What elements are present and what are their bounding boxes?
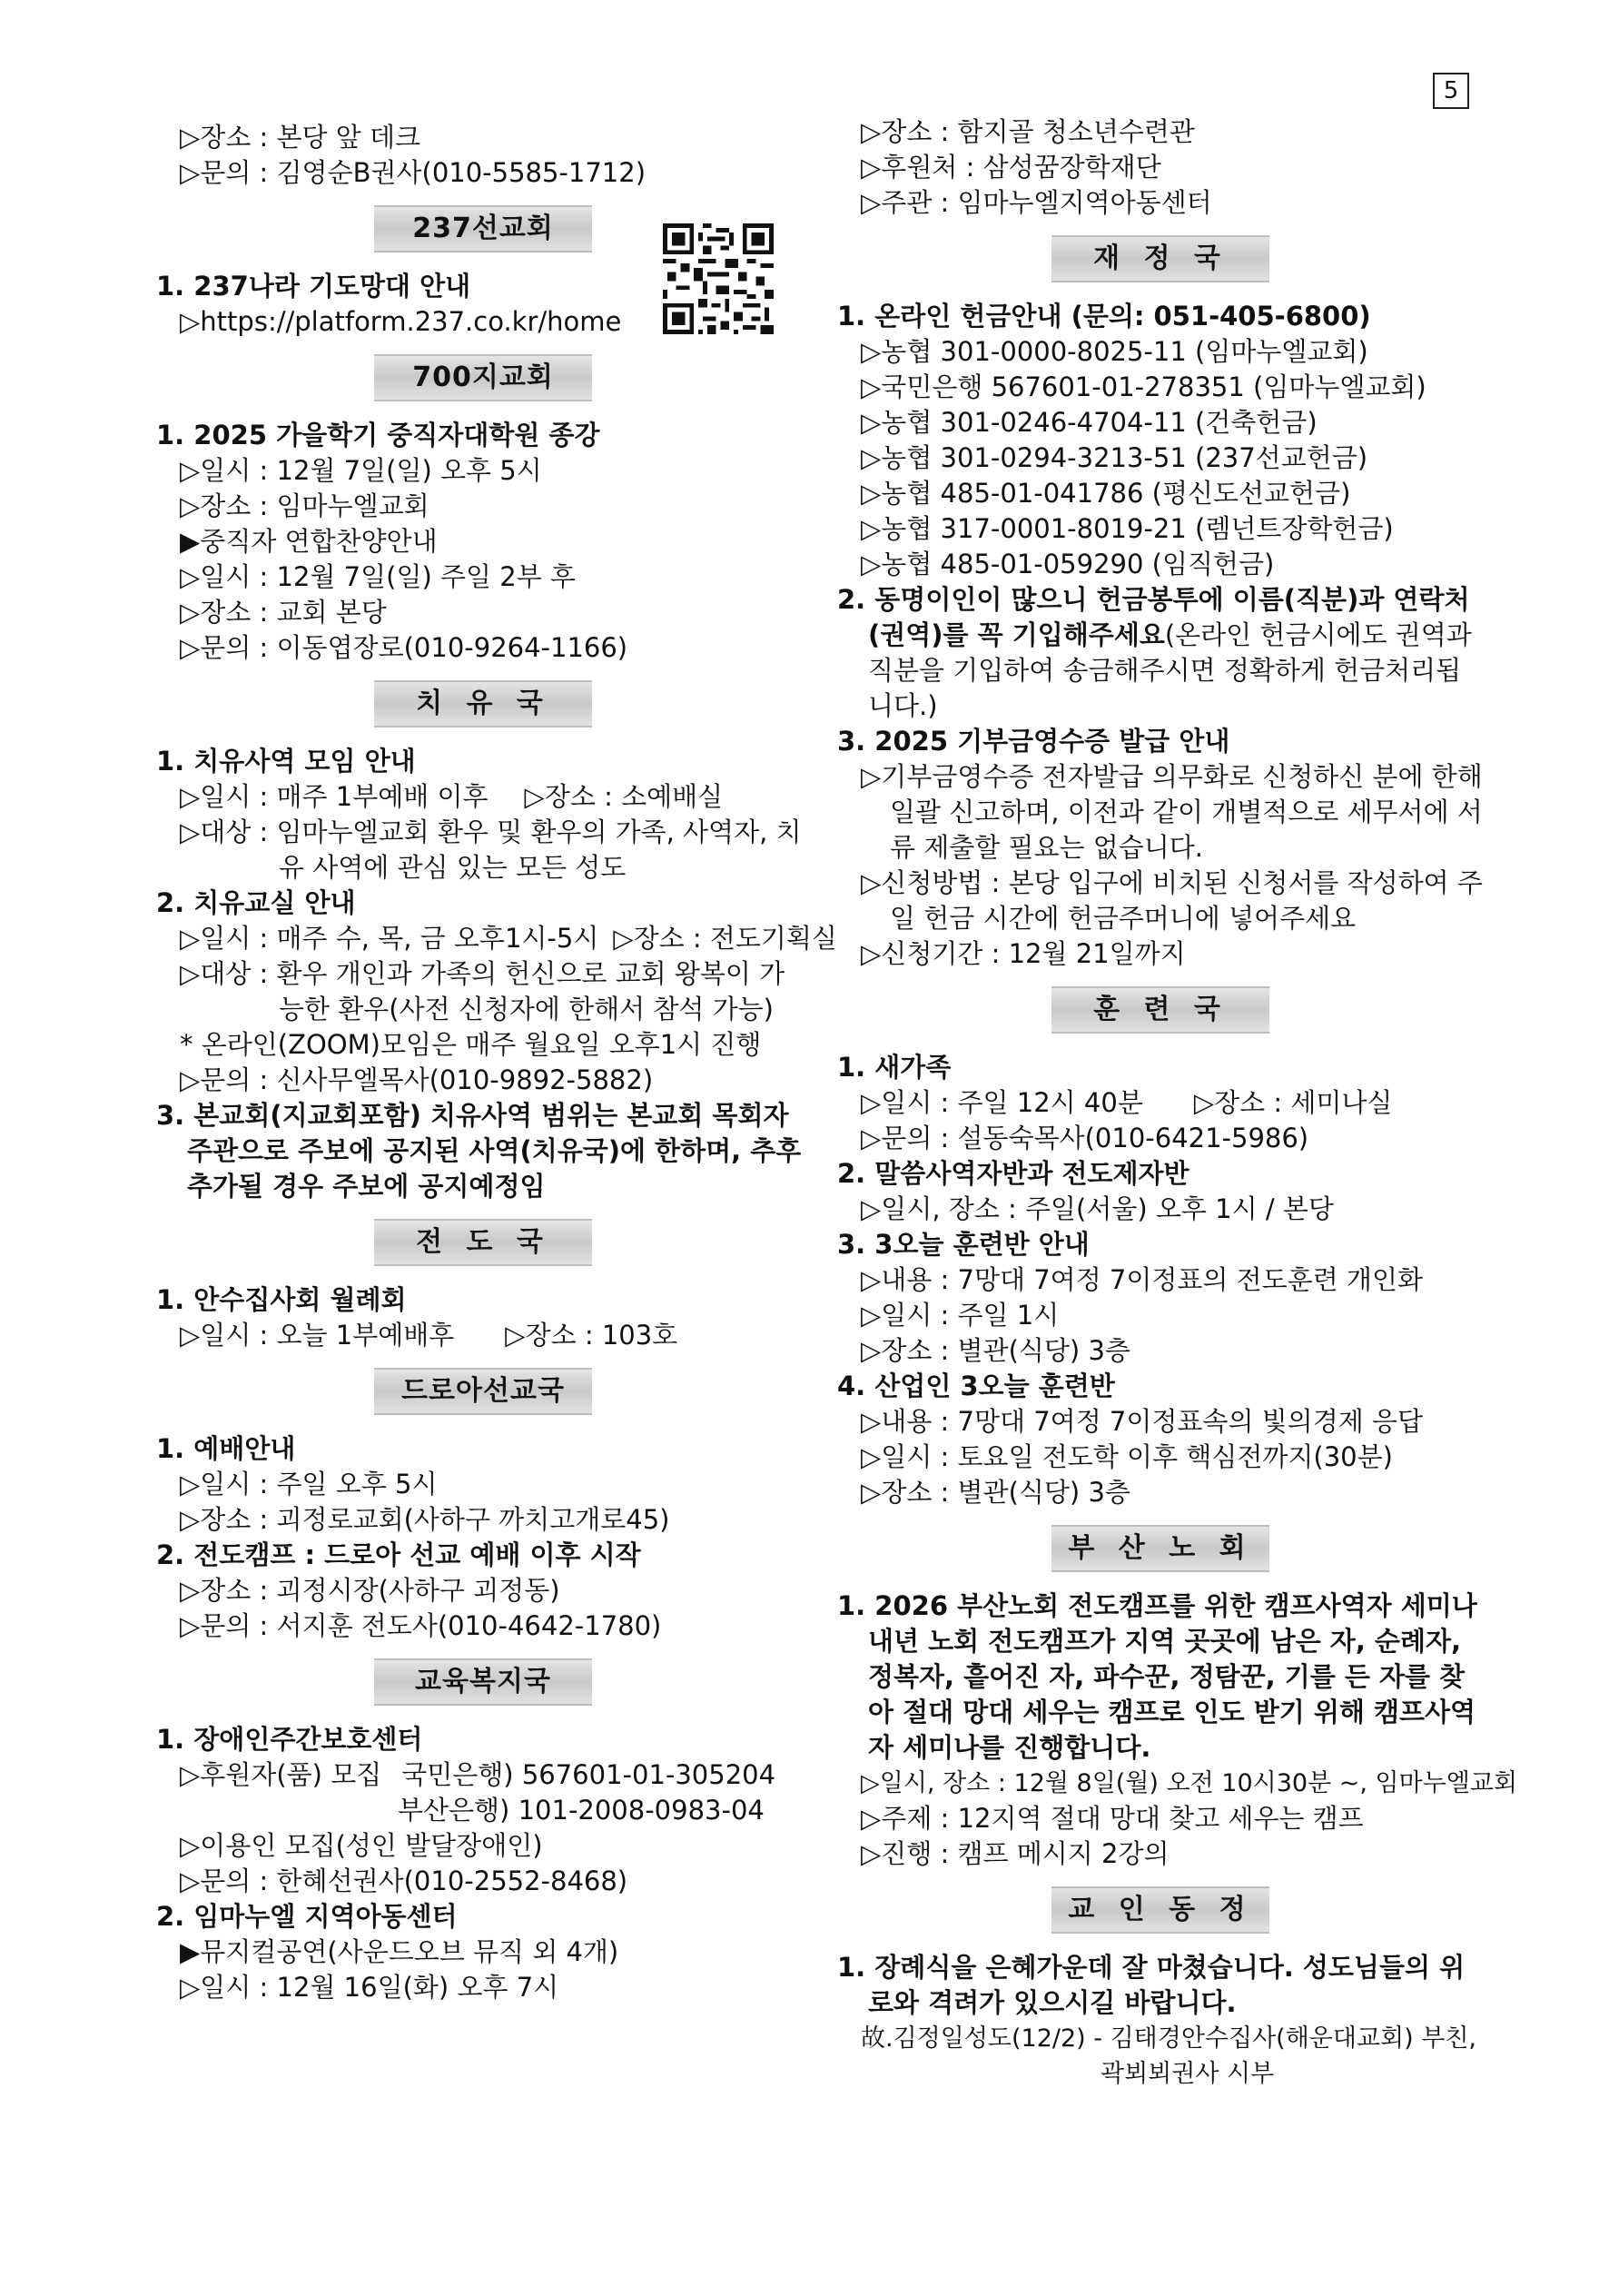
time-text: ▷일시 : 오늘 1부예배후: [180, 1320, 455, 1351]
detail-line: ▷장소 : 별관(식당) 3층: [861, 1335, 1130, 1366]
item-heading: 2. 말씀사역자반과 전도제자반: [837, 1158, 1189, 1189]
prayer-link[interactable]: ▷https://platform.237.co.kr/home: [180, 306, 622, 337]
place-text: ▷장소 : 103호: [505, 1320, 678, 1351]
time-text: ▷일시 : 주일 12시 40분: [861, 1087, 1143, 1118]
account-line: ▷농협 301-0294-3213-51 (237선교헌금): [861, 442, 1368, 473]
page-number: 5: [1433, 73, 1469, 109]
detail-line: ▷문의 : 설동숙목사(010-6421-5986): [861, 1123, 1309, 1153]
intro-contact: ▷문의 : 김영순B권사(010-5585-1712): [180, 157, 647, 188]
detail-line: [837, 1085, 1484, 1121]
section-header-237: 237선교회: [374, 205, 592, 252]
section-header-members: 교 인 동 정: [1051, 1886, 1269, 1934]
detail-line: ▷장소 : 괴정시장(사하구 괴정동): [180, 1575, 560, 1606]
detail-line: ▷신청방법 : 본당 입구에 비치된 신청서를 작성하여 주일 헌금 시간에 헌금주머니에 넣어주세요: [861, 867, 1483, 934]
detail-line: [156, 1318, 810, 1353]
section-header-droa: 드로아선교국: [374, 1368, 592, 1415]
detail-line: ▷문의 : 한혜선권사(010-2552-8468): [180, 1866, 628, 1896]
intro-line: ▷장소 : 함지골 청소년수련관: [861, 116, 1195, 147]
section-header-evangelism: 전 도 국: [374, 1219, 592, 1266]
detail-line: ▷장소 : 임마누엘교회: [180, 490, 429, 521]
item-heading: 4. 산업인 3오늘 훈련반: [837, 1371, 1115, 1401]
item-heading: 1. 온라인 헌금안내 (문의: 051-405-6800): [837, 301, 1371, 332]
detail-line: ▷일시 : 주일 1시: [861, 1300, 1060, 1331]
detail-line: [156, 779, 810, 815]
section-header-presbytery: 부 산 노 회: [1051, 1525, 1269, 1572]
detail-line: ▶중직자 연합찬양안내: [180, 526, 438, 557]
intro-place: ▷장소 : 본당 앞 데크: [180, 122, 421, 153]
account-line: ▷농협 485-01-041786 (평신도선교헌금): [861, 478, 1351, 509]
item-heading: 1. 장례식을 은혜가운데 잘 마쳤습니다. 성도님들의 위로와 격려가 있으시길 바랍니다.: [837, 1952, 1466, 2018]
detail-line: ▷일시 : 주일 오후 5시: [180, 1469, 438, 1499]
section-header-healing: 치 유 국: [374, 680, 592, 727]
item-heading: 2. 임마누엘 지역아동센터: [156, 1901, 458, 1932]
item-heading: 1. 237나라 기도망대 안내: [156, 271, 471, 302]
place-text: ▷장소 : 세미나실: [1193, 1087, 1393, 1118]
time-text: ▷일시 : 매주 수, 목, 금 오후1시-5시: [180, 923, 599, 954]
detail-line: ▷장소 : 별관(식당) 3층: [861, 1477, 1130, 1508]
detail-line: ▷이용인 모집(성인 발달장애인): [180, 1830, 543, 1861]
detail-line: ▷대상 : 임마누엘교회 환우 및 환우의 가족, 사역자, 치유 사역에 관심 있는 모든 성도: [180, 816, 802, 883]
detail-line: * 온라인(ZOOM)모임은 매주 월요일 오후1시 진행: [180, 1029, 762, 1060]
detail-line: ▷문의 : 신사무엘목사(010-9892-5882): [180, 1064, 654, 1095]
detail-line: ▷신청기간 : 12월 21일까지: [861, 938, 1186, 969]
section-header-training: 훈 련 국: [1051, 986, 1269, 1034]
item-heading: 3. 3오늘 훈련반 안내: [837, 1229, 1090, 1260]
account-line: ▷농협 301-0000-8025-11 (임마누엘교회): [861, 336, 1368, 367]
item-heading: 1. 2025 가을학기 중직자대학원 종강: [156, 420, 600, 450]
detail-line: ▷일시 : 토요일 전도학 이후 핵심전까지(30분): [861, 1441, 1393, 1472]
detail-line: ▷일시, 장소 : 12월 8일(월) 오전 10시30분 ~, 임마누엘교회: [861, 1769, 1518, 1797]
detail-line: ▷장소 : 교회 본당: [180, 597, 387, 628]
detail-line: ▷일시 : 12월 7일(일) 주일 2부 후: [180, 561, 576, 592]
account-line: ▷농협 301-0246-4704-11 (건축헌금): [861, 407, 1318, 438]
item-heading: 1. 예배안내: [156, 1433, 296, 1464]
detail-line: ▷문의 : 이동엽장로(010-9264-1166): [180, 632, 628, 663]
intro-line: ▷후원처 : 삼성꿈장학재단: [861, 152, 1161, 183]
item-heading: 1. 치유사역 모임 안내: [156, 746, 416, 777]
detail-line: ▶뮤지컬공연(사운드오브 뮤직 외 4개): [180, 1936, 619, 1967]
detail-line: ▷진행 : 캠프 메시지 2강의: [861, 1838, 1170, 1869]
item-heading: 1. 장애인주간보호센터: [156, 1724, 423, 1755]
detail-line: ▷기부금영수증 전자발급 의무화로 신청하신 분에 한해 일괄 신고하며, 이전과 같이 개별적으로 세무서에 서류 제출할 필요는 없습니다.: [861, 761, 1483, 863]
item-heading: 2. 치유교실 안내: [156, 887, 356, 918]
detail-line: ▷문의 : 서지훈 전도사(010-4642-1780): [180, 1610, 662, 1641]
obituary-line: 故.김정일성도(12/2) - 김태경안수집사(해운대교회) 부친,: [861, 2024, 1476, 2053]
item-heading: 1. 2026 부산노회 전도캠프를 위한 캠프사역자 세미나 내년 노회 전도캠프가 지역 곳곳에 남은 자, 순례자, 정복자, 흩어진 자, 파수꾼, 정탐꾼, 기를 든 자를 찾아 절대 망대 세우는 캠프로 인도 받기 위해 캠프사역자 세미나를 진행합니다.: [837, 1590, 1477, 1763]
item-heading: 3. 본교회(지교회포함) 치유사역 범위는 본교회 목회자 주관으로 주보에 공지된 사역(치유국)에 한하며, 추후 추가될 경우 주보에 공지예정임: [156, 1100, 802, 1202]
notice-normal: (온라인 헌금시에도 권역과 직분을 기입하여 송금해주시면 정확하게 헌금처리됩니다.): [868, 619, 1472, 721]
detail-line: ▷내용 : 7망대 7여정 7이정표의 전도훈련 개인화: [861, 1264, 1423, 1295]
detail-line: ▷장소 : 괴정로교회(사하구 까치고개로45): [180, 1504, 670, 1535]
item-heading: 1. 안수집사회 월례회: [156, 1284, 407, 1315]
right-column: [837, 116, 1518, 2092]
detail-line: [156, 1757, 810, 1793]
detail-line: ▷일시, 장소 : 주일(서울) 오후 1시 / 본당: [861, 1193, 1334, 1224]
time-text: ▷일시 : 매주 1부예배 이후: [180, 781, 489, 812]
section-header-finance: 재 정 국: [1051, 235, 1269, 282]
bank-account: 부산은행) 101-2008-0983-04: [398, 1795, 765, 1826]
account-line: ▷농협 485-01-059290 (임직헌금): [861, 549, 1275, 579]
bank-account: 국민은행) 567601-01-305204: [401, 1759, 776, 1790]
place-text: ▷장소 : 전도기획실: [613, 923, 837, 954]
item-heading: [837, 582, 1484, 724]
detail-line: [156, 921, 837, 956]
place-text: ▷장소 : 소예배실: [524, 781, 724, 812]
notice-bold: 2. 동명이인이 많으니 헌금봉투에 이름(직분)과 연락처(권역)를 꼭 기입해주세요: [837, 584, 1470, 650]
item-heading: 3. 2025 기부금영수증 발급 안내: [837, 726, 1230, 757]
section-header-700: 700지교회: [374, 354, 592, 401]
detail-line: ▷주제 : 12지역 절대 망대 찾고 세우는 캠프: [861, 1803, 1364, 1834]
left-column: [156, 120, 837, 2005]
detail-line: ▷일시 : 12월 16일(화) 오후 7시: [180, 1972, 559, 2003]
account-line: ▷농협 317-0001-8019-21 (렘넌트장학헌금): [861, 513, 1394, 544]
detail-line: ▷일시 : 12월 7일(일) 오후 5시: [180, 455, 542, 486]
item-heading: 1. 새가족: [837, 1052, 952, 1083]
detail-line: ▷내용 : 7망대 7여정 7이정표속의 빛의경제 응답: [861, 1406, 1423, 1437]
section-header-education: 교육복지국: [374, 1658, 592, 1706]
intro-line: ▷주관 : 임마누엘지역아동센터: [861, 187, 1212, 218]
detail-line: ▷대상 : 환우 개인과 가족의 헌신으로 교회 왕복이 가능한 환우(사전 신청자에 한해서 참석 가능): [180, 958, 785, 1024]
account-line: ▷국민은행 567601-01-278351 (임마누엘교회): [861, 371, 1426, 402]
obituary-line: 곽뵈뵈권사 시부: [1101, 2060, 1275, 2088]
item-heading: 2. 전도캠프 : 드로아 선교 예배 이후 시작: [156, 1539, 641, 1570]
sponsor-text: ▷후원자(품) 모집: [180, 1759, 382, 1790]
